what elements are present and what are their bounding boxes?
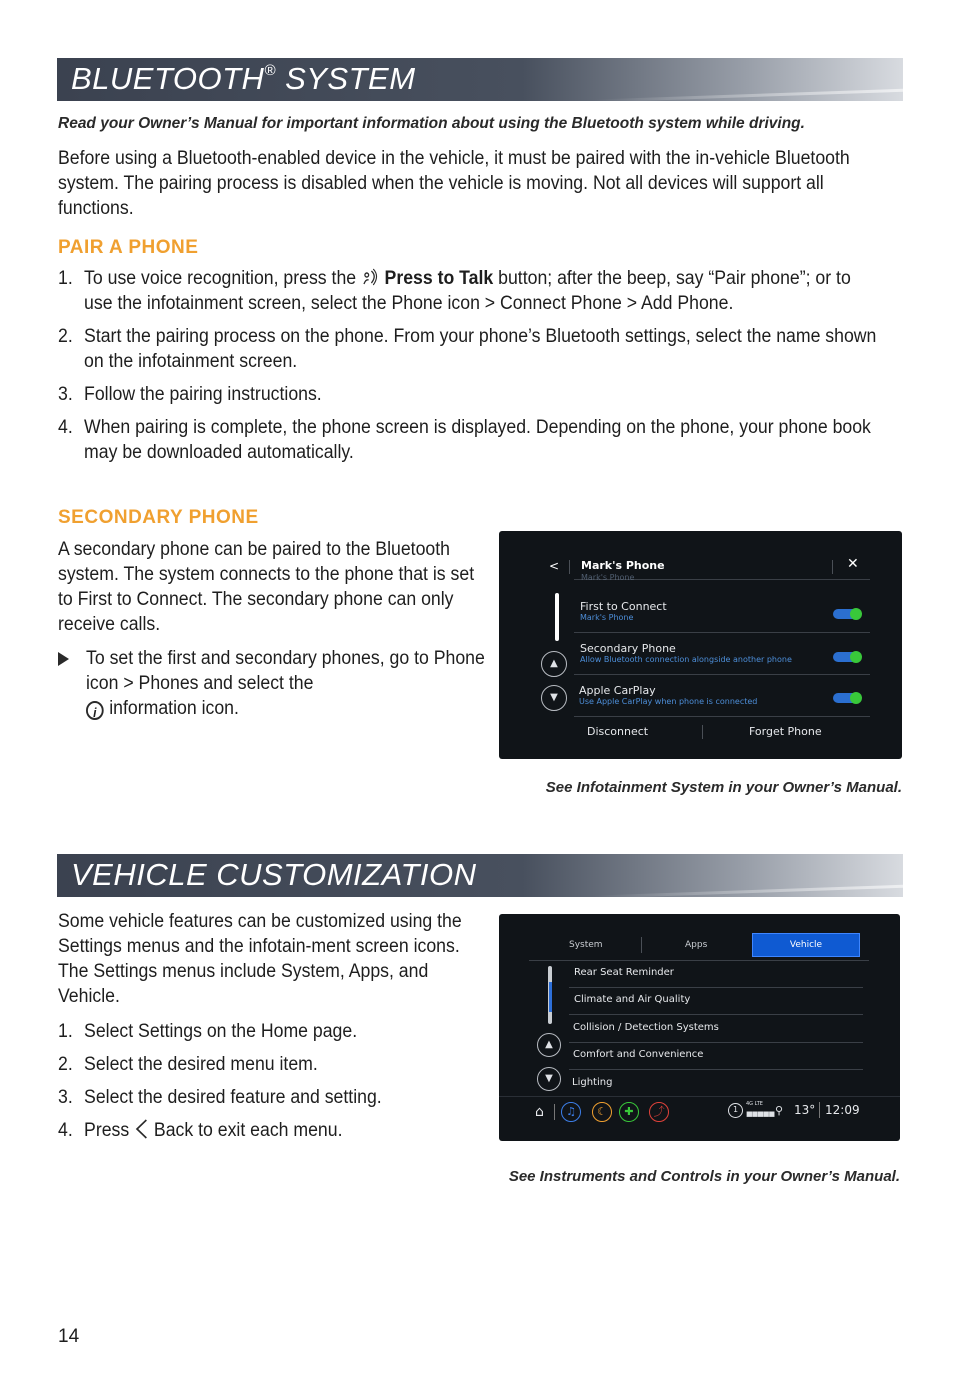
pair-step-2: 2. Start the pairing process on the phone. From your phone’s Bluetooth settings, select the name shown on the infotainment screen. [58,326,877,372]
screen-row-first-to-connect: First to Connect Mark's Phone [580,600,667,622]
apple-carplay-toggle [833,693,861,703]
screen-disconnect-button: Disconnect [587,725,649,738]
customization-steps [58,1019,467,1143]
screen-item-climate: Climate and Air Quality [574,994,691,1005]
information-icon: i [86,701,104,720]
banner-stripe [593,884,903,897]
pair-phone-heading: PAIR A PHONE [58,237,199,258]
press-to-talk-icon [361,267,380,287]
screen-close-icon: ✕ [847,556,859,572]
vehicle-settings-screenshot [499,914,900,1141]
phone-settings-screenshot: < Mark's Phone ✕ Mark's Phone First to Connect Mark's Phone ▲ Secondary Phone Allow Bluetooth connection alongside another phone ▼ Apple CarPlay Use Apple CarPlay when phone is connected Disconnect Forget Phone [499,531,902,759]
screen-forget-phone-button: Forget Phone [749,725,822,738]
customization-heading: VEHICLE CUSTOMIZATION [71,857,477,892]
screen-signal-bars-icon: ■■■■■ [746,1110,775,1118]
screen-signal-label: 4G LTE [746,1101,763,1107]
secondary-phone-bullet: To set the first and secondary phones, go to Phone icon > Phones and select the i information icon. [58,646,498,721]
pair-step-4: 4. When pairing is complete, the phone screen is displayed. Depending on the phone, your phone book may be downloaded automatically. [58,417,871,463]
screen-item-rear-seat-reminder: Rear Seat Reminder [574,967,674,978]
customization-step-3: 3. Select the desired feature and setting. [58,1087,382,1108]
secondary-phone-paragraph: A secondary phone can be paired to the Bluetooth system. The system connects to the phone that is set to First to Connect. The secondary phone can only receive calls. [58,539,475,635]
screen-item-collision: Collision / Detection Systems [573,1022,719,1033]
screen-phone-icon: ☾ [592,1102,612,1122]
customization-step-1: 1. Select Settings on the Home page. [58,1021,358,1042]
bullet-arrow-icon [58,652,69,666]
screen-home-icon: ⌂ [535,1104,544,1120]
screen-tab-apps: Apps [685,940,708,950]
screen-scrollbar [555,593,559,641]
screen-row-secondary-phone: Secondary Phone Allow Bluetooth connection alongside another phone [580,642,792,664]
screen-apps-icon: ✚ [619,1102,639,1122]
screen-notification-badge: 1 [728,1103,743,1118]
screen-scroll-up-icon: ▲ [537,1033,561,1057]
screen-title: Mark's Phone [581,559,665,572]
customization-section-banner [57,854,903,897]
screen-scroll-down-icon: ▼ [537,1067,561,1091]
back-chevron-icon [134,1118,149,1140]
pair-step-1: 1. To use voice recognition, press the Press to Talk button; after the beep, say “Pair phone”; or to use the infotainment screen, select the Phone icon > Connect Phone > Add Phone. [58,268,851,314]
screen-item-lighting: Lighting [572,1077,613,1088]
infotainment-caption: See Infotainment System in your Owner’s Manual. [545,779,902,796]
screen-tab-system: System [569,940,603,950]
secondary-phone-heading: SECONDARY PHONE [58,507,259,528]
secondary-phone-toggle [833,652,861,662]
page-number: 14 [58,1326,80,1347]
customization-step-2: 2. Select the desired menu item. [58,1054,318,1075]
screen-nav-icon: ⤴ [649,1102,669,1122]
first-to-connect-toggle [833,609,861,619]
pair-phone-steps [58,266,876,465]
screen-scroll-down-icon: ▼ [541,685,567,711]
banner-stripe [593,88,903,101]
customization-paragraph: Some vehicle features can be customized using the Settings menus and the infotain-ment screen icons. The Settings menus include System, Apps, and Vehicle. [58,911,462,1007]
screen-tab-vehicle: Vehicle [752,933,860,957]
screen-row-apple-carplay: Apple CarPlay Use Apple CarPlay when phone is connected [579,684,758,706]
bluetooth-owner-note: Read your Owner’s Manual for important information about using the Bluetooth system while driving. [58,115,805,132]
screen-location-icon: ⚲ [775,1104,784,1117]
screen-scroll-up-icon: ▲ [541,651,567,677]
screen-clock: 12:09 [825,1103,860,1117]
bluetooth-section-banner [57,58,903,101]
customization-step-4: 4. Press Back to exit each menu. [58,1120,343,1141]
screen-back-chevron-icon: < [549,559,560,573]
instruments-caption: See Instruments and Controls in your Owner’s Manual. [508,1168,900,1185]
bluetooth-heading: BLUETOOTH® SYSTEM [71,61,416,96]
pair-step-3: 3. Follow the pairing instructions. [58,384,322,405]
bluetooth-intro-paragraph: Before using a Bluetooth-enabled device in the vehicle, it must be paired with the in-vehicle Bluetooth system. The pairing process is disabled when the vehicle is moving. Not all devices will support all functions. [58,148,850,219]
screen-temperature: 13° [794,1103,816,1117]
screen-item-comfort: Comfort and Convenience [573,1049,704,1060]
screen-audio-icon: ♫ [561,1102,581,1122]
